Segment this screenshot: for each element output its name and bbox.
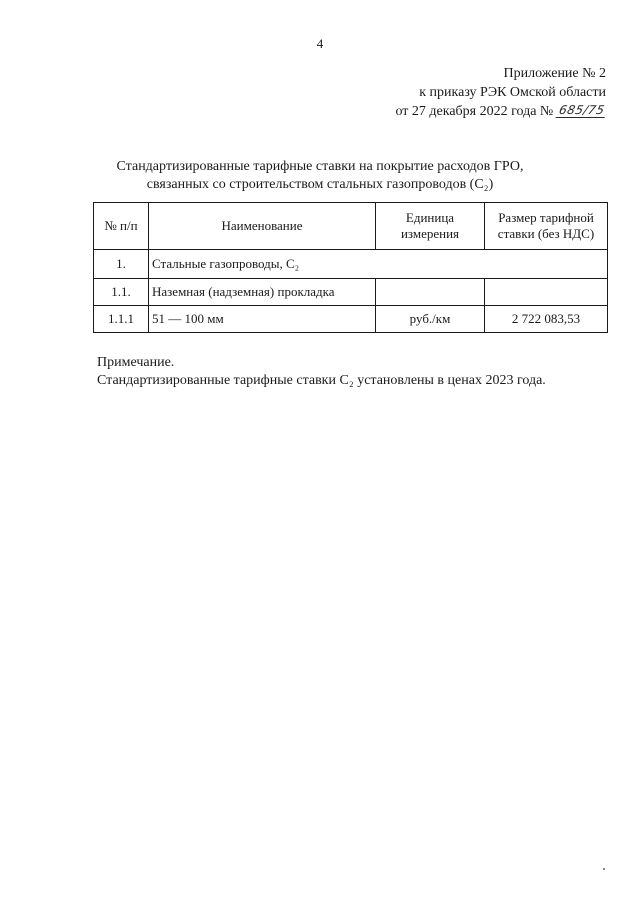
tariff-table bbox=[93, 202, 608, 333]
row-rate: 2 722 083,53 bbox=[485, 306, 608, 333]
document-title bbox=[0, 158, 640, 194]
table-row bbox=[94, 306, 608, 333]
page-number: 4 bbox=[316, 36, 324, 51]
row-num: 1.1. bbox=[94, 279, 149, 306]
row-unit bbox=[376, 279, 485, 306]
table-row bbox=[94, 279, 608, 306]
appendix-order-date: от 27 декабря 2022 года № bbox=[395, 104, 554, 119]
note-block bbox=[97, 354, 546, 390]
appendix-title: Приложение № 2 bbox=[503, 66, 606, 81]
header-rate: Размер тарифной ставки (без НДС) bbox=[485, 203, 608, 250]
table-row bbox=[94, 250, 608, 279]
handwritten-order-number: 685/75 bbox=[555, 104, 607, 118]
header-num: № п/п bbox=[94, 203, 149, 250]
row-unit: руб./км bbox=[376, 306, 485, 333]
appendix-order-date-line bbox=[395, 102, 606, 121]
row-name: Наземная (надземная) прокладка bbox=[149, 279, 376, 306]
row-rate bbox=[485, 279, 608, 306]
document-title-line-1: Стандартизированные тарифные ставки на покрытие расходов ГРО, bbox=[116, 159, 524, 174]
row-name: 51 — 100 мм bbox=[149, 306, 376, 333]
header-name: Наименование bbox=[149, 203, 376, 250]
note-text: Стандартизированные тарифные ставки С₂ установлены в ценах 2023 года. bbox=[97, 373, 546, 388]
document-title-line-2: связанных со строительством стальных газопроводов (С₂) bbox=[146, 177, 494, 192]
note-heading: Примечание. bbox=[97, 355, 175, 370]
row-num: 1. bbox=[94, 250, 149, 279]
header-unit: Единица измерения bbox=[376, 203, 485, 250]
scan-speck bbox=[603, 868, 605, 870]
table-header-row bbox=[94, 203, 608, 250]
row-num: 1.1.1 bbox=[94, 306, 149, 333]
appendix-reference bbox=[395, 64, 606, 121]
row-name: Стальные газопроводы, С₂ bbox=[149, 250, 608, 279]
appendix-order-ref: к приказу РЭК Омской области bbox=[419, 85, 606, 100]
